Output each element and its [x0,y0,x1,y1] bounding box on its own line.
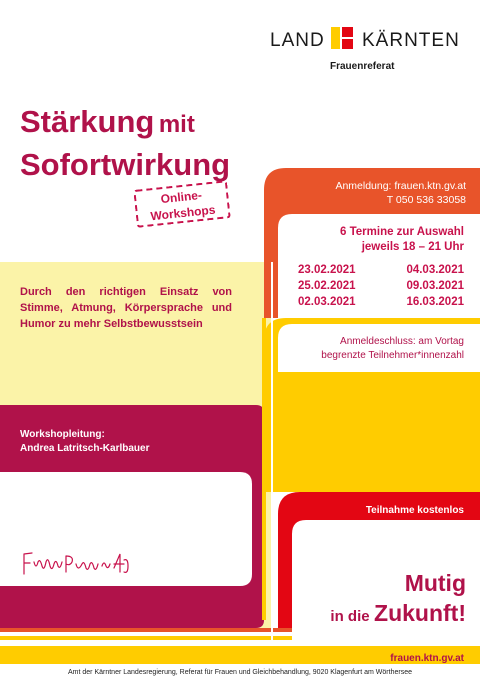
schedule-heading [300,225,464,255]
stamp-line-2: Workshops [149,202,217,224]
date-row [298,262,464,278]
date-item: 02.03.2021 [298,296,356,308]
schedule-dates [298,262,464,310]
department-label: Frauenreferat [330,61,395,72]
date-item: 09.03.2021 [406,280,464,292]
date-row [298,294,464,310]
slogan-line-3: Zukunft! [374,600,466,626]
headline-word-2: mit [158,111,195,138]
headline-word-3: Sofortwirkung [20,147,231,182]
schedule-time: jeweils 18 – 21 Uhr [361,241,464,253]
date-row [298,278,464,294]
frauenpower-signature-icon [20,548,130,578]
free-participation: Teilnahme kostenlos [365,505,464,516]
registration-deadline [300,335,464,363]
slogan [290,568,466,632]
carinthia-logo-icon [331,27,353,49]
brand-left: LAND [270,30,325,51]
slogan-line-1: Mutig [404,570,466,596]
registration-url[interactable]: Anmeldung: frauen.ktn.gv.at [335,180,466,192]
stamp-line-1: Online- [159,187,203,207]
footer-url[interactable]: frauen.ktn.gv.at [390,653,464,664]
registration-phone: T 050 536 33058 [386,194,466,206]
headline-word-1: Stärkung [20,104,155,139]
schedule-title: 6 Termine zur Auswahl [340,226,464,238]
brand-right: KÄRNTEN [362,30,460,51]
date-item: 23.02.2021 [298,264,356,276]
deadline-line-1: Anmeldeschluss: am Vortag [340,336,464,347]
workshop-leader [20,428,149,456]
date-item: 04.03.2021 [406,264,464,276]
workshop-description: Durch den richtigen Einsatz von Stimme, Atmung, Körpersprache und Humor zu mehr Selbstbewusstsein [20,286,232,330]
footer-text: Amt der Kärntner Landesregierung, Referat für Frauen und Gleichbehandlung, 9020 Klagenfurt am Wörthersee [68,669,412,676]
leader-label: Workshopleitung: [20,429,105,440]
date-item: 16.03.2021 [406,296,464,308]
headline [20,103,230,183]
date-item: 25.02.2021 [298,280,356,292]
deadline-line-2: begrenzte Teilnehmer*innenzahl [321,350,464,361]
registration-info [300,179,466,207]
slogan-line-2: in die [330,608,370,625]
leader-name: Andrea Latritsch-Karlbauer [20,443,150,454]
